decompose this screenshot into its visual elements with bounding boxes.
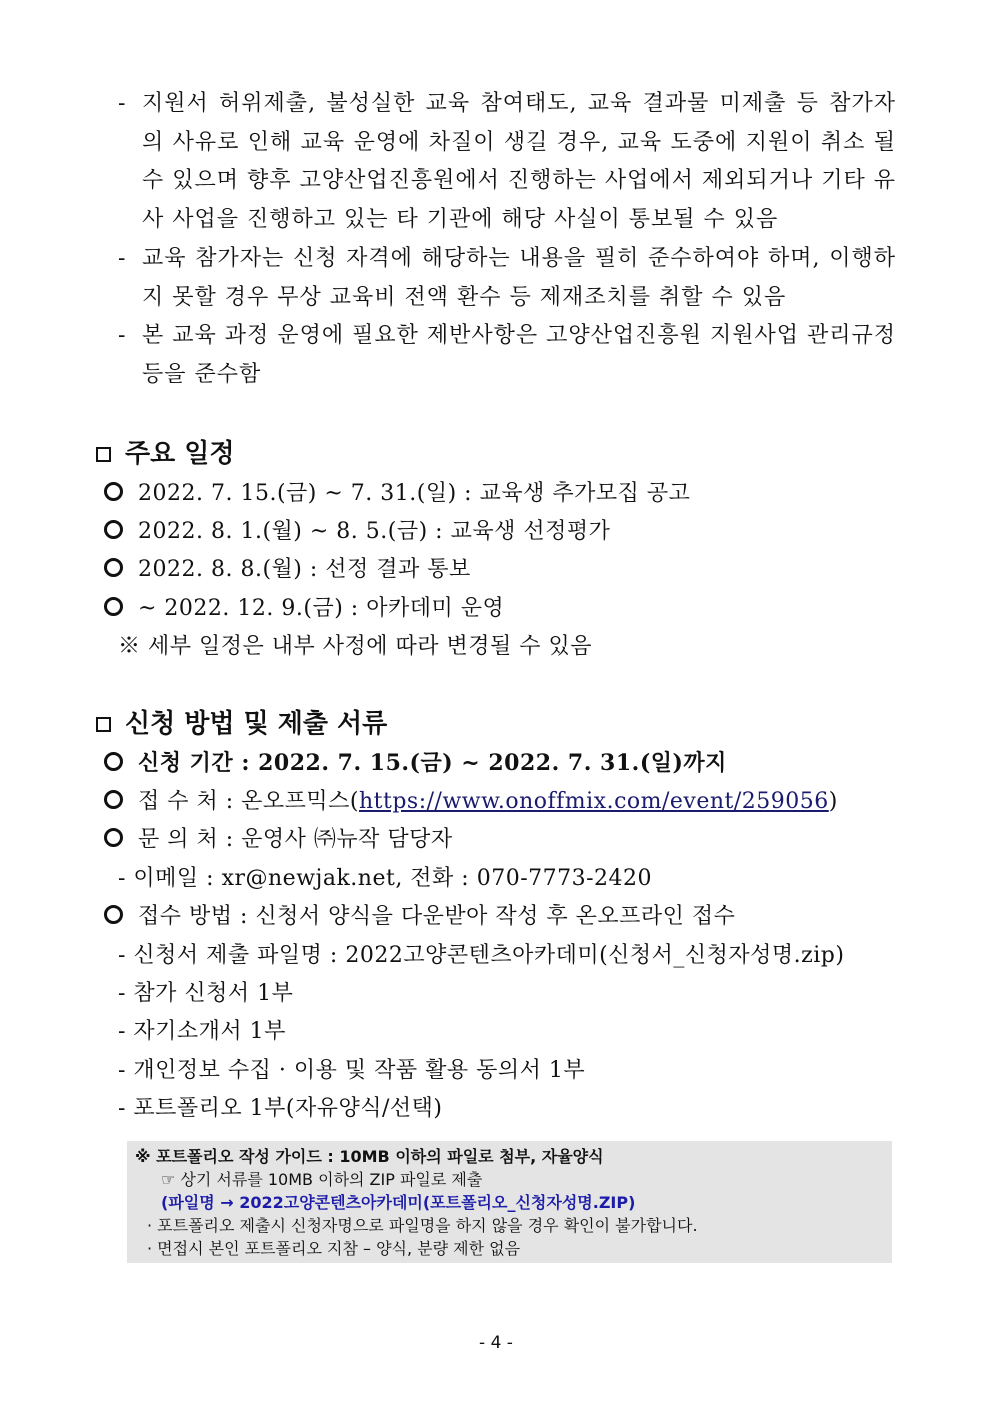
checkbox-square-icon	[96, 717, 111, 732]
application-period	[104, 748, 727, 778]
application-contact: - 이메일 : xr@newjak.net, 전화 : 070-7773-2420	[118, 866, 653, 891]
guide-title: ※ 포트폴리오 작성 가이드 : 10MB 이하의 파일로 첨부, 자율양식	[135, 1147, 604, 1166]
caution-item-1	[118, 85, 896, 239]
guide-line-2: (파일명 → 2022고양콘텐츠아카데미(포트폴리오_신청자성명.ZIP)	[161, 1193, 636, 1212]
portfolio-guide-box	[127, 1141, 892, 1263]
application-inquiry	[104, 825, 453, 855]
circle-bullet-icon	[104, 752, 123, 771]
caution-item-3	[118, 317, 896, 394]
inquiry-text: 문 의 처 : 운영사 ㈜뉴작 담당자	[138, 827, 453, 852]
caution-dash: -	[118, 246, 127, 271]
schedule-item-2	[104, 517, 610, 547]
circle-bullet-icon	[104, 790, 123, 809]
caution-dash: -	[118, 91, 127, 116]
circle-bullet-icon	[104, 905, 123, 924]
caution-text: 지원서 허위제출, 불성실한 교육 참여태도, 교육 결과물 미제출 등 참가자의 사유로 인해 교육 운영에 차질이 생길 경우, 교육 도중에 지원이 취소 될 수 있으며 향후 고양산업진흥원에서 진행하는 사업에서 제외되거나 기타 유사 사업을 진행하고 있는 타 기관에 해당 사실이 통보될 수 있음	[142, 91, 896, 232]
circle-bullet-icon	[104, 597, 123, 616]
page-number: - 4 -	[479, 1333, 513, 1353]
caution-item-2	[118, 240, 896, 317]
document-item-2: - 참가 신청서 1부	[118, 981, 294, 1006]
circle-bullet-icon	[104, 828, 123, 847]
method-text: 접수 방법 : 신청서 양식을 다운받아 작성 후 온오프라인 접수	[138, 904, 736, 929]
document-item-4: - 개인정보 수집 · 이용 및 작품 활용 동의서 1부	[118, 1058, 586, 1083]
reception-close: )	[828, 789, 838, 814]
schedule-item-text: 2022. 7. 15.(금) ~ 7. 31.(일) : 교육생 추가모집 공고	[138, 481, 691, 506]
guide-line-1: ☞ 상기 서류를 10MB 이하의 ZIP 파일로 제출	[161, 1170, 483, 1189]
circle-bullet-icon	[104, 558, 123, 577]
application-period-text: 신청 기간 : 2022. 7. 15.(금) ~ 2022. 7. 31.(일)까지	[138, 750, 727, 776]
circle-bullet-icon	[104, 482, 123, 501]
caution-text: 본 교육 과정 운영에 필요한 제반사항은 고양산업진흥원 지원사업 관리규정 등을 준수함	[142, 323, 896, 387]
application-title: 신청 방법 및 제출 서류	[125, 709, 388, 739]
schedule-title: 주요 일정	[125, 439, 235, 469]
reception-link[interactable]: https://www.onoffmix.com/event/259056	[358, 789, 829, 814]
circle-bullet-icon	[104, 520, 123, 539]
schedule-heading	[96, 437, 235, 471]
document-item-5: - 포트폴리오 1부(자유양식/선택)	[118, 1096, 443, 1121]
schedule-item-1	[104, 479, 690, 509]
application-method	[104, 902, 735, 932]
checkbox-square-icon	[96, 447, 111, 462]
caution-text: 교육 참가자는 신청 자격에 해당하는 내용을 필히 준수하여야 하며, 이행하지 못할 경우 무상 교육비 전액 환수 등 제재조치를 취할 수 있음	[142, 246, 896, 310]
schedule-item-3	[104, 555, 471, 585]
caution-dash: -	[118, 323, 127, 348]
reception-label: 접 수 처 : 온오프믹스(	[138, 789, 359, 814]
schedule-item-text: 2022. 8. 1.(월) ~ 8. 5.(금) : 교육생 선정평가	[138, 519, 611, 544]
schedule-item-4	[104, 594, 504, 624]
guide-line-3: · 포트폴리오 제출시 신청자명으로 파일명을 하지 않을 경우 확인이 불가합니다.	[147, 1216, 698, 1235]
schedule-item-text: ~ 2022. 12. 9.(금) : 아카데미 운영	[138, 596, 505, 621]
guide-line-4: · 면접시 본인 포트폴리오 지참 – 양식, 분량 제한 없음	[147, 1239, 521, 1258]
application-reception	[104, 787, 838, 817]
schedule-item-text: 2022. 8. 8.(월) : 선정 결과 통보	[138, 557, 471, 582]
application-heading	[96, 707, 387, 741]
document-item-1: - 신청서 제출 파일명 : 2022고양콘텐츠아카데미(신청서_신청자성명.zip)	[118, 943, 845, 968]
document-item-3: - 자기소개서 1부	[118, 1019, 286, 1044]
schedule-note: ※ 세부 일정은 내부 사정에 따라 변경될 수 있음	[118, 634, 592, 659]
